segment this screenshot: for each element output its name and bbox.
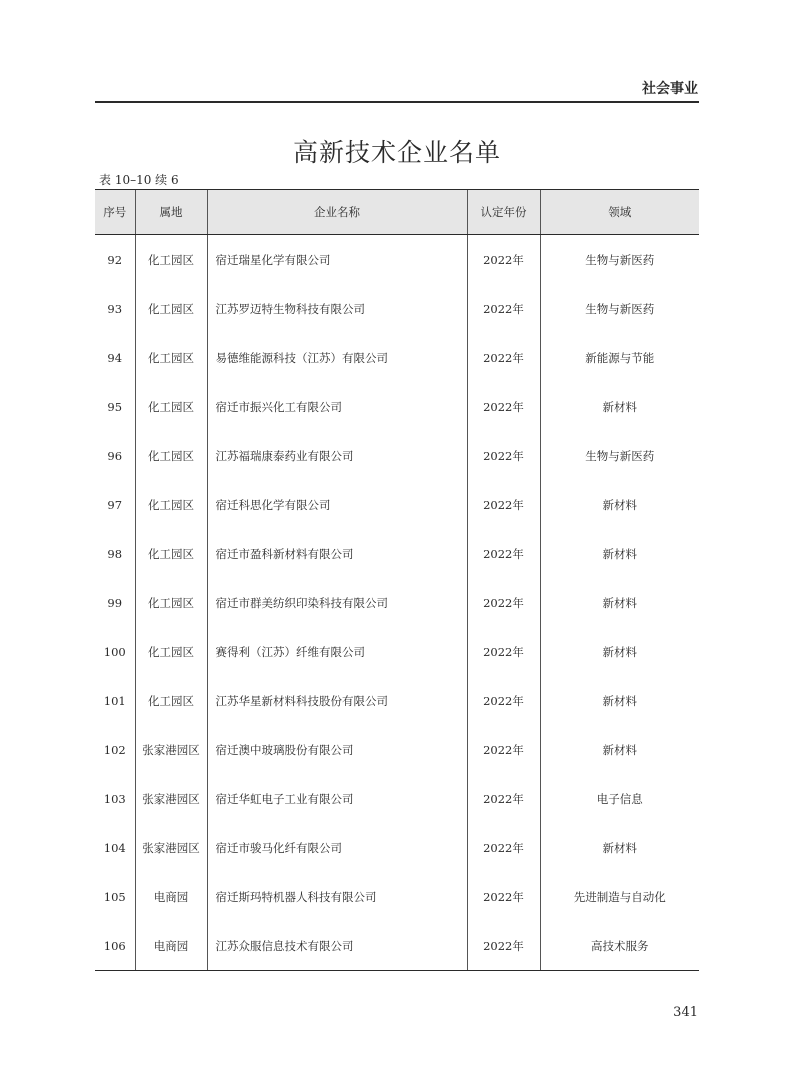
column-header-year: 认定年份 (467, 190, 540, 235)
cell-region: 化工园区 (135, 235, 207, 285)
table-row (95, 431, 699, 480)
cell-region: 化工园区 (135, 578, 207, 627)
cell-year: 2022年 (467, 725, 540, 774)
cell-year: 2022年 (467, 284, 540, 333)
cell-index: 104 (103, 840, 126, 855)
enterprise-table-container (95, 189, 699, 971)
cell-field: 新材料 (540, 676, 699, 725)
cell-year: 2022年 (467, 382, 540, 431)
cell-year: 2022年 (467, 235, 540, 285)
cell-company-name: 江苏福瑞康泰药业有限公司 (207, 431, 467, 480)
cell-index: 92 (107, 252, 123, 267)
cell-company-name: 江苏众服信息技术有限公司 (207, 921, 467, 971)
cell-region: 化工园区 (135, 480, 207, 529)
cell-year: 2022年 (467, 676, 540, 725)
cell-year: 2022年 (467, 529, 540, 578)
cell-index: 97 (107, 497, 123, 512)
cell-year: 2022年 (467, 431, 540, 480)
cell-company-name: 宿迁市振兴化工有限公司 (207, 382, 467, 431)
cell-index: 100 (103, 644, 126, 659)
cell-index: 105 (103, 889, 126, 904)
cell-year: 2022年 (467, 774, 540, 823)
cell-region: 化工园区 (135, 382, 207, 431)
section-header: 社会事业 (642, 81, 698, 97)
cell-company-name: 宿迁市群美纺织印染科技有限公司 (207, 578, 467, 627)
table-row (95, 382, 699, 431)
cell-region: 化工园区 (135, 529, 207, 578)
table-row (95, 333, 699, 382)
cell-company-name: 宿迁斯玛特机器人科技有限公司 (207, 872, 467, 921)
cell-field: 电子信息 (540, 774, 699, 823)
cell-index: 93 (107, 301, 123, 316)
cell-region: 化工园区 (135, 676, 207, 725)
cell-field: 新材料 (540, 627, 699, 676)
cell-field: 高技术服务 (540, 921, 699, 971)
cell-year: 2022年 (467, 627, 540, 676)
cell-year: 2022年 (467, 480, 540, 529)
cell-company-name: 赛得利（江苏）纤维有限公司 (207, 627, 467, 676)
table-row (95, 529, 699, 578)
cell-company-name: 江苏华星新材料科技股份有限公司 (207, 676, 467, 725)
cell-region: 化工园区 (135, 284, 207, 333)
header-rule (95, 101, 699, 103)
cell-company-name: 江苏罗迈特生物科技有限公司 (207, 284, 467, 333)
table-row (95, 725, 699, 774)
cell-field: 新材料 (540, 823, 699, 872)
cell-index: 101 (103, 693, 126, 708)
cell-company-name: 宿迁瑞星化学有限公司 (207, 235, 467, 285)
cell-field: 新材料 (540, 725, 699, 774)
cell-region: 张家港园区 (135, 823, 207, 872)
page-number: 341 (673, 1005, 698, 1020)
table-header-row (95, 190, 699, 235)
table-row (95, 872, 699, 921)
cell-company-name: 宿迁市盈科新材料有限公司 (207, 529, 467, 578)
cell-field: 先进制造与自动化 (540, 872, 699, 921)
cell-year: 2022年 (467, 333, 540, 382)
cell-field: 新材料 (540, 529, 699, 578)
column-header-index: 序号 (95, 190, 135, 235)
cell-company-name: 宿迁澳中玻璃股份有限公司 (207, 725, 467, 774)
cell-year: 2022年 (467, 921, 540, 971)
table-row (95, 578, 699, 627)
cell-region: 化工园区 (135, 627, 207, 676)
cell-field: 新材料 (540, 382, 699, 431)
cell-index: 99 (107, 595, 123, 610)
cell-year: 2022年 (467, 578, 540, 627)
cell-field: 生物与新医药 (540, 284, 699, 333)
table-row (95, 284, 699, 333)
cell-field: 新能源与节能 (540, 333, 699, 382)
cell-index: 103 (103, 791, 126, 806)
cell-region: 化工园区 (135, 431, 207, 480)
cell-index: 94 (107, 350, 123, 365)
enterprise-table (95, 189, 699, 971)
cell-index: 106 (95, 921, 135, 971)
table-row (95, 627, 699, 676)
cell-region: 张家港园区 (135, 774, 207, 823)
cell-region: 化工园区 (135, 333, 207, 382)
cell-company-name: 易德维能源科技（江苏）有限公司 (207, 333, 467, 382)
cell-region: 电商园 (135, 872, 207, 921)
cell-field: 新材料 (540, 480, 699, 529)
table-row (95, 823, 699, 872)
column-header-company: 企业名称 (207, 190, 467, 235)
column-header-field: 领域 (540, 190, 699, 235)
cell-index: 102 (103, 742, 126, 757)
table-row (95, 235, 699, 285)
table-row (95, 921, 699, 971)
cell-company-name: 宿迁华虹电子工业有限公司 (207, 774, 467, 823)
cell-region: 张家港园区 (135, 725, 207, 774)
page-title: 高新技术企业名单 (292, 138, 501, 167)
cell-region: 电商园 (135, 921, 207, 971)
cell-index: 96 (107, 448, 123, 463)
cell-index: 95 (107, 399, 123, 414)
cell-year: 2022年 (467, 823, 540, 872)
cell-index: 98 (107, 546, 123, 561)
table-row (95, 480, 699, 529)
cell-year: 2022年 (467, 872, 540, 921)
cell-field: 生物与新医药 (540, 235, 699, 285)
column-header-region: 属地 (135, 190, 207, 235)
cell-field: 新材料 (540, 578, 699, 627)
cell-company-name: 宿迁市骏马化纤有限公司 (207, 823, 467, 872)
table-caption: 表 10–10 续 6 (99, 173, 179, 187)
table-row (95, 774, 699, 823)
cell-field: 生物与新医药 (540, 431, 699, 480)
table-body (95, 235, 699, 971)
table-row (95, 676, 699, 725)
cell-company-name: 宿迁科思化学有限公司 (207, 480, 467, 529)
